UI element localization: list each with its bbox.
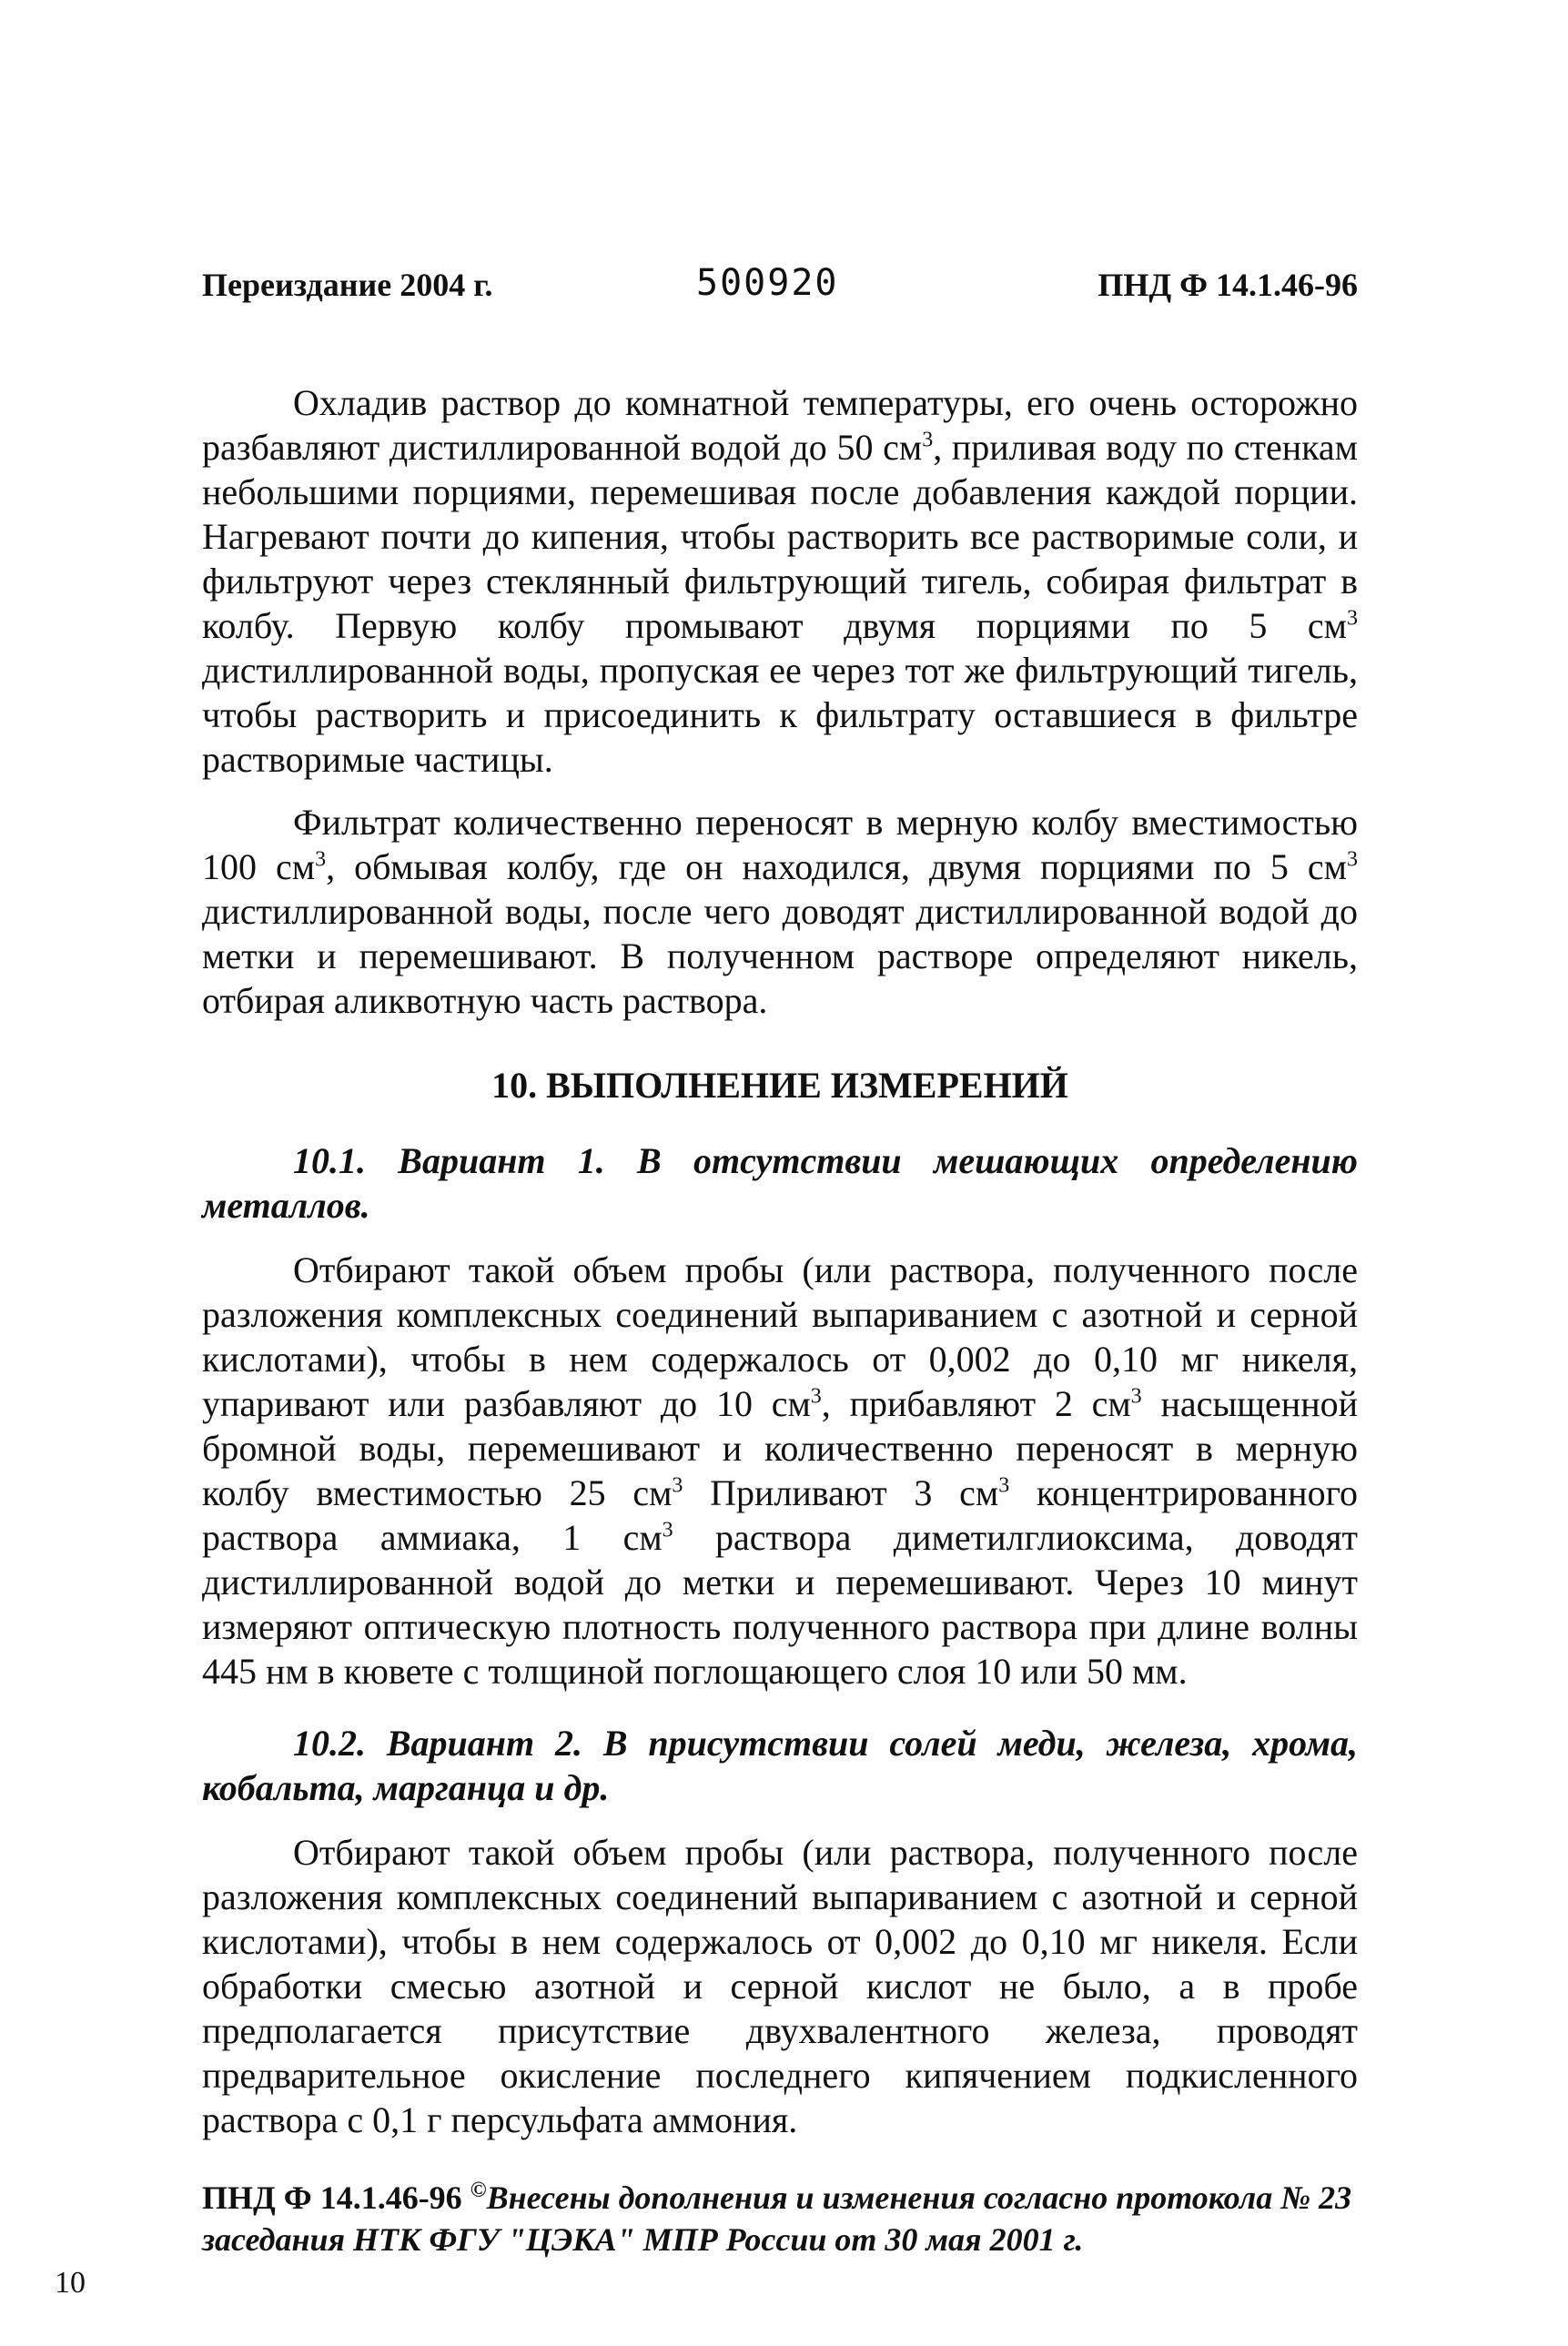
- footnote-text: Внесены дополнения и изменения согласно протокола № 23 заседания НТК ФГУ "ЦЭКА" МПР России от 30 мая 2001 г.: [202, 2179, 1352, 2258]
- reissue-label: Переиздание 2004 г.: [202, 267, 493, 303]
- footnote-code: ПНД Ф 14.1.46-96: [202, 2179, 462, 2216]
- paragraph-filtrate: Фильтрат количественно переносят в мерную колбу вместимостью 100 $см^3$, обмывая колбу, где он находился, двумя порциями по 5 $см^3$ дистиллированной воды, после чего доводят дистиллированной водой до метки и перемешивают. В полученном растворе определяют никель, отбирая аликвотную часть раствора.: [202, 802, 1358, 1021]
- paragraph-variant-2: Отбирают такой объем пробы (или раствора, полученного после разложения комплексных соединений выпариванием с азотной и серной кислотами), чтобы в нем содержалось от 0,002 до 0,10 мг никеля. Если обработки смесью азотной и серной кислот не было, а в пробе предполагается присутствие двухвалентного железа, проводят предварительное окисление последнего кипячением подкисленного раствора с 0,1 г персульфата аммония.: [202, 1832, 1358, 2140]
- page-number: 10: [55, 2266, 86, 2300]
- footnote: [202, 2177, 1358, 2260]
- paragraph-cooling: Охладив раствор до комнатной температуры, его очень осторожно разбавляют дистиллированной водой до 50 $см^3$, приливая воду по стенкам небольшими порциями, перемешивая после добавления каждой порции. Нагревают почти до кипения, чтобы растворить все растворимые соли, и фильтруют через стеклянный фильтрующий тигель, собирая фильтрат в колбу. Первую колбу промывают двумя порциями по 5 $см^3$ дистиллированной воды, пропуская ее через тот же фильтрующий тигель, чтобы растворить и присоединить к фильтрату оставшиеся в фильтре растворимые частицы.: [202, 382, 1358, 780]
- page-header: [202, 262, 1358, 320]
- standard-code: ПНД Ф 14.1.46-96: [1098, 267, 1358, 303]
- section-title: 10. ВЫПОЛНЕНИЕ ИЗМЕРЕНИЙ: [491, 1065, 1068, 1106]
- subsection-10-1: 10.1. Вариант 1. В отсутствии мешающих определению металлов.: [202, 1140, 1358, 1226]
- paragraph-variant-1: Отбирают такой объем пробы (или раствора, полученного после разложения комплексных соединений выпариванием с азотной и серной кислотами), чтобы в нем содержалось от 0,002 до 0,10 мг никеля, упаривают или разбавляют до 10 $см^3$, прибавляют 2 $см^3$ насыщенной бромной воды, перемешивают и количественно переносят в мерную колбу вместимостью 25 $см^3$ Приливают 3 $см^3$ концентрированного раствора аммиака, 1 $см^3$ раствора диметилглиоксима, доводят дистиллированной водой до метки и перемешивают. Через 10 минут измеряют оптическую плотность полученного раствора при длине волны 445 нм в кювете с толщиной поглощающего слоя 10 или 50 мм.: [202, 1249, 1359, 1692]
- subsection-10-2: 10.2. Вариант 2. В присутствии солей меди, железа, хрома, кобальта, марганца и др.: [202, 1723, 1358, 1808]
- footnote-mark: ©: [470, 2179, 487, 2202]
- document-number: 500920: [696, 262, 839, 304]
- page-body: [202, 380, 1358, 2160]
